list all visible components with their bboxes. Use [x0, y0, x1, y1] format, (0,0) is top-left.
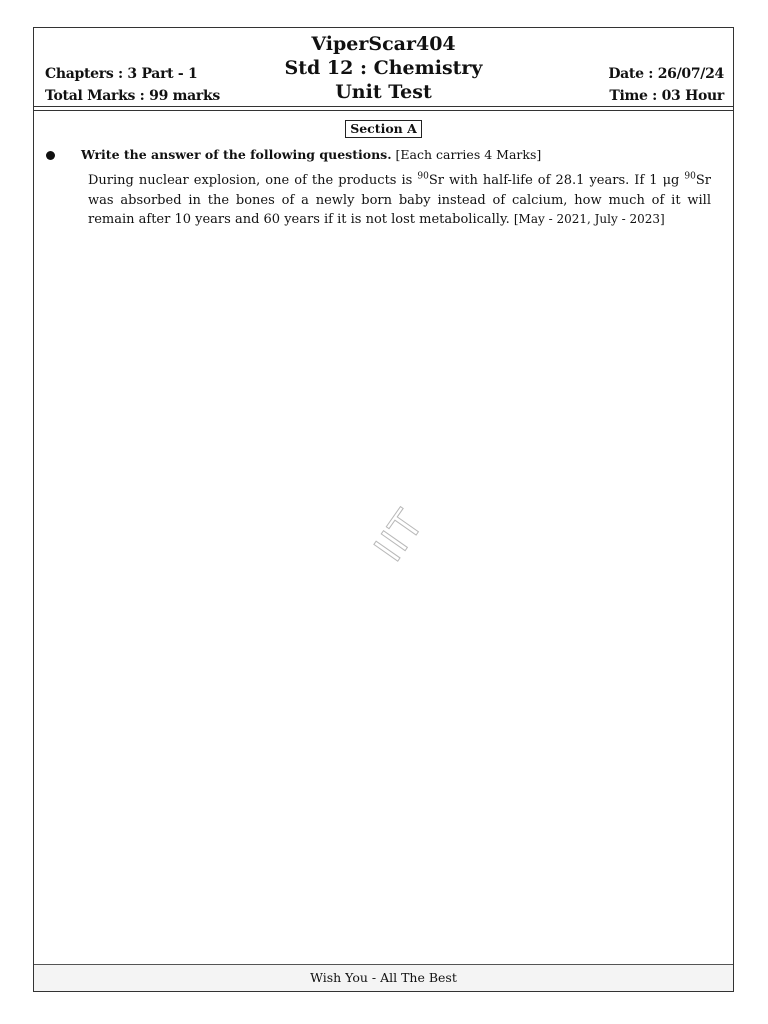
- subject-title: Std 12 : Chemistry: [284, 57, 483, 79]
- isotope-mass-number: 90: [684, 171, 696, 182]
- total-marks-label: Total Marks : 99 marks: [45, 88, 220, 104]
- isotope-mass-number: 90: [417, 171, 429, 182]
- chapters-label: Chapters : 3 Part - 1: [45, 66, 198, 82]
- school-name: ViperScar404: [311, 33, 456, 55]
- section-heading: [34, 118, 733, 138]
- question-text-part-3: Sr was absorbed in the bones of a newly born baby instead of calcium, how much of it will remain after 10 years and 60 years if it is not lost metabolically.: [88, 173, 711, 227]
- date-label: Date : 26/07/24: [608, 66, 724, 82]
- section-title: Section A: [345, 120, 422, 138]
- exam-title: Unit Test: [335, 81, 432, 103]
- question-text-part-1: During nuclear explosion, one of the products is: [88, 173, 418, 188]
- header-divider: [34, 106, 733, 111]
- exam-paper: [33, 27, 734, 992]
- paper-header: [34, 28, 733, 108]
- instruction-text: Write the answer of the following questions.: [81, 147, 392, 162]
- time-label: Time : 03 Hour: [609, 88, 724, 104]
- bullet-icon: [46, 151, 55, 160]
- watermark: IIT: [366, 501, 433, 571]
- header-right-info: [608, 63, 724, 107]
- question-reference: [May - 2021, July - 2023]: [513, 212, 665, 226]
- paper-footer: Wish You - All The Best: [34, 964, 733, 991]
- header-left-info: [45, 63, 220, 107]
- question-text-part-2: Sr with half-life of 28.1 years. If 1 μg: [428, 173, 685, 188]
- question-1: [88, 171, 711, 230]
- section-instruction: [46, 146, 541, 164]
- marks-note: [Each carries 4 Marks]: [395, 147, 542, 162]
